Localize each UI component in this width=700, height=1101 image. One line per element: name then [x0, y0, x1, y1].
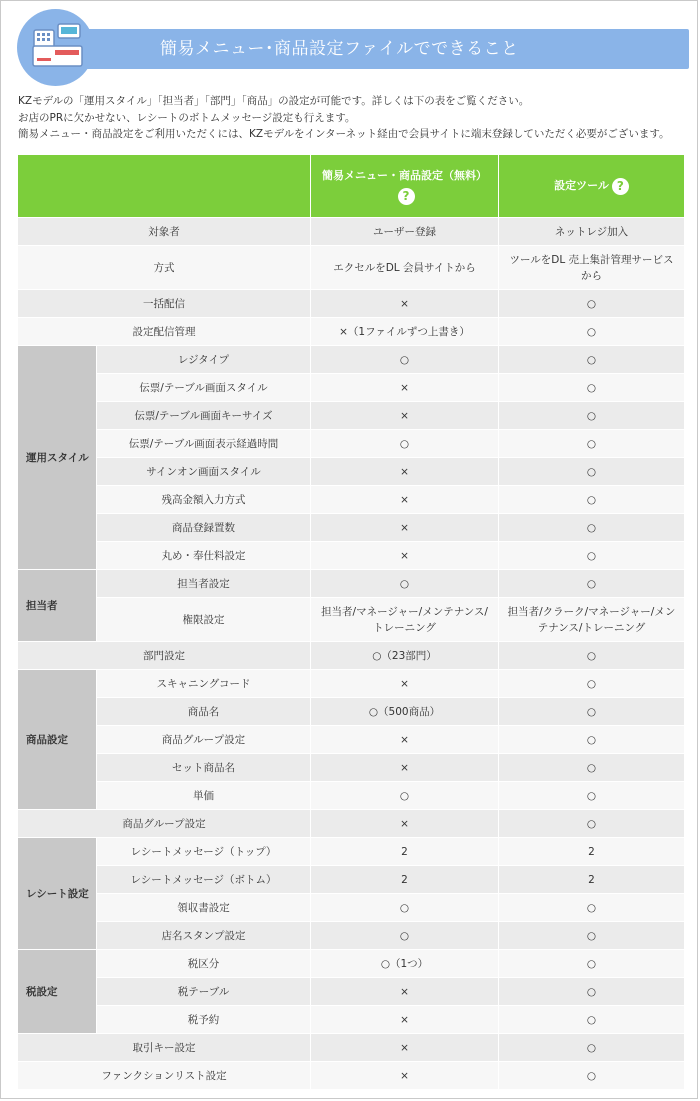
simple-menu-cell: × — [311, 670, 499, 698]
page-title: 簡易メニュー･商品設定ファイルでできること — [160, 39, 519, 59]
table-row — [18, 486, 685, 514]
table-row — [18, 894, 685, 922]
simple-menu-cell: ×（1ファイルずつ上書き） — [311, 318, 499, 346]
simple-menu-cell: ○ — [311, 346, 499, 374]
settings-tool-cell: ○ — [499, 486, 685, 514]
row-label: セット商品名 — [97, 754, 311, 782]
row-label: 一括配信 — [18, 290, 311, 318]
intro-line: KZモデルの「運用スタイル」「担当者」「部門」「商品」の設定が可能です。詳しくは下の表をご覧ください。 — [18, 95, 530, 107]
header-label: 設定ツール — [554, 179, 609, 192]
settings-tool-cell: ○ — [499, 1062, 685, 1090]
row-label: 税テーブル — [97, 978, 311, 1006]
settings-tool-cell: ○ — [499, 346, 685, 374]
row-label: 対象者 — [18, 218, 311, 246]
simple-menu-cell: × — [311, 402, 499, 430]
simple-menu-cell: × — [311, 754, 499, 782]
simple-menu-cell: × — [311, 1006, 499, 1034]
table-row — [18, 782, 685, 810]
table-row — [18, 670, 685, 698]
table-row — [18, 642, 685, 670]
table-row — [18, 1034, 685, 1062]
intro-line: 簡易メニュー・商品設定をご利用いただくには、KZモデルをインターネット経由で会員サイトに端末登録していただく必要がございます。 — [18, 128, 670, 140]
table-row — [18, 346, 685, 374]
table-header-blank — [18, 155, 311, 218]
simple-menu-cell: ○ — [311, 894, 499, 922]
title-banner — [30, 29, 689, 69]
simple-menu-cell: ○ — [311, 430, 499, 458]
simple-menu-cell: ○（1つ） — [311, 950, 499, 978]
table-row — [18, 514, 685, 542]
table-row — [18, 810, 685, 838]
settings-tool-cell: ○ — [499, 570, 685, 598]
table-row — [18, 458, 685, 486]
table-row — [18, 430, 685, 458]
row-label: 商品グループ設定 — [97, 726, 311, 754]
simple-menu-cell: × — [311, 514, 499, 542]
table-row — [18, 950, 685, 978]
row-label: 方式 — [18, 246, 311, 290]
simple-menu-cell: ○ — [311, 782, 499, 810]
row-label: 店名スタンプ設定 — [97, 922, 311, 950]
simple-menu-cell: × — [311, 978, 499, 1006]
settings-tool-cell: 担当者/クラーク/マネージャー/メンテナンス/トレーニング — [499, 598, 685, 642]
simple-menu-cell: × — [311, 810, 499, 838]
settings-tool-cell: ○ — [499, 922, 685, 950]
row-label: 担当者設定 — [97, 570, 311, 598]
settings-tool-cell: ○ — [499, 782, 685, 810]
row-group-label: 担当者 — [18, 570, 97, 642]
settings-tool-cell: ○ — [499, 754, 685, 782]
table-row — [18, 402, 685, 430]
table-row — [18, 218, 685, 246]
simple-menu-cell: × — [311, 1062, 499, 1090]
settings-tool-cell: ○ — [499, 514, 685, 542]
row-label: 残高金額入力方式 — [97, 486, 311, 514]
table-row — [18, 542, 685, 570]
table-row — [18, 374, 685, 402]
simple-menu-cell: ユーザー登録 — [311, 218, 499, 246]
row-label: ファンクションリスト設定 — [18, 1062, 311, 1090]
settings-tool-cell: ○ — [499, 810, 685, 838]
intro-line: お店のPRに欠かせない、レシートのボトムメッセージ設定も行えます。 — [18, 111, 356, 124]
table-row — [18, 866, 685, 894]
simple-menu-cell: ○（23部門） — [311, 642, 499, 670]
simple-menu-cell: ○ — [311, 922, 499, 950]
settings-tool-cell: ○ — [499, 458, 685, 486]
settings-tool-cell: ○ — [499, 402, 685, 430]
simple-menu-cell: × — [311, 1034, 499, 1062]
settings-tool-cell: 2 — [499, 866, 685, 894]
table-row — [18, 726, 685, 754]
header-label: 簡易メニュー・商品設定（無料） — [322, 169, 487, 182]
settings-tool-cell: ○ — [499, 950, 685, 978]
row-label: 権限設定 — [97, 598, 311, 642]
row-label: 商品登録置数 — [97, 514, 311, 542]
table-row — [18, 838, 685, 866]
simple-menu-cell: × — [311, 458, 499, 486]
row-label: 領収書設定 — [97, 894, 311, 922]
cash-register-icon — [31, 22, 84, 69]
table-row — [18, 290, 685, 318]
row-label: 単価 — [97, 782, 311, 810]
table-row — [18, 922, 685, 950]
help-icon[interactable]: ? — [398, 188, 415, 205]
settings-tool-cell: ○ — [499, 318, 685, 346]
settings-tool-cell: 2 — [499, 838, 685, 866]
row-group-label: 商品設定 — [18, 670, 97, 810]
table-row — [18, 1006, 685, 1034]
table-row — [18, 978, 685, 1006]
table-header-settings-tool — [499, 155, 685, 218]
settings-tool-cell: ○ — [499, 726, 685, 754]
settings-tool-cell: ○ — [499, 670, 685, 698]
row-label: 商品名 — [97, 698, 311, 726]
row-label: 取引キー設定 — [18, 1034, 311, 1062]
settings-tool-cell: ○ — [499, 290, 685, 318]
row-group-label: 運用スタイル — [18, 346, 97, 570]
row-label: 伝票/テーブル画面キーサイズ — [97, 402, 311, 430]
table-row — [18, 246, 685, 290]
table-header-simple-menu — [311, 155, 499, 218]
settings-tool-cell: ○ — [499, 374, 685, 402]
table-row — [18, 1062, 685, 1090]
help-icon[interactable]: ? — [612, 178, 629, 195]
row-label: 商品グループ設定 — [18, 810, 311, 838]
row-label: サインオン画面スタイル — [97, 458, 311, 486]
simple-menu-cell: × — [311, 726, 499, 754]
row-label: 部門設定 — [18, 642, 311, 670]
row-group-label: 税設定 — [18, 950, 97, 1034]
settings-tool-cell: ○ — [499, 978, 685, 1006]
row-label: 伝票/テーブル画面表示経過時間 — [97, 430, 311, 458]
table-header-row — [18, 155, 685, 218]
row-label: 税区分 — [97, 950, 311, 978]
settings-tool-cell: ネットレジ加入 — [499, 218, 685, 246]
simple-menu-cell: × — [311, 486, 499, 514]
simple-menu-cell: × — [311, 374, 499, 402]
comparison-table — [17, 154, 685, 1090]
simple-menu-cell: × — [311, 290, 499, 318]
settings-tool-cell: ツールをDL 売上集計管理サービスから — [499, 246, 685, 290]
simple-menu-cell: 2 — [311, 866, 499, 894]
simple-menu-cell: 2 — [311, 838, 499, 866]
row-label: レジタイプ — [97, 346, 311, 374]
row-group-label: レシート設定 — [18, 838, 97, 950]
row-label: 税予約 — [97, 1006, 311, 1034]
row-label: 伝票/テーブル画面スタイル — [97, 374, 311, 402]
table-row — [18, 318, 685, 346]
settings-tool-cell: ○ — [499, 1034, 685, 1062]
simple-menu-cell: ○（500商品） — [311, 698, 499, 726]
settings-tool-cell: ○ — [499, 642, 685, 670]
row-label: レシートメッセージ（トップ） — [97, 838, 311, 866]
row-label: 設定配信管理 — [18, 318, 311, 346]
table-row — [18, 754, 685, 782]
simple-menu-cell: ○ — [311, 570, 499, 598]
simple-menu-cell: エクセルをDL 会員サイトから — [311, 246, 499, 290]
table-row — [18, 598, 685, 642]
table-row — [18, 570, 685, 598]
intro-text — [18, 93, 688, 143]
settings-tool-cell: ○ — [499, 698, 685, 726]
settings-tool-cell: ○ — [499, 894, 685, 922]
table-row — [18, 698, 685, 726]
simple-menu-cell: 担当者/マネージャー/メンテナンス/トレーニング — [311, 598, 499, 642]
settings-tool-cell: ○ — [499, 542, 685, 570]
row-label: レシートメッセージ（ボトム） — [97, 866, 311, 894]
row-label: スキャニングコード — [97, 670, 311, 698]
simple-menu-cell: × — [311, 542, 499, 570]
row-label: 丸め・奉仕料設定 — [97, 542, 311, 570]
settings-tool-cell: ○ — [499, 1006, 685, 1034]
settings-tool-cell: ○ — [499, 430, 685, 458]
